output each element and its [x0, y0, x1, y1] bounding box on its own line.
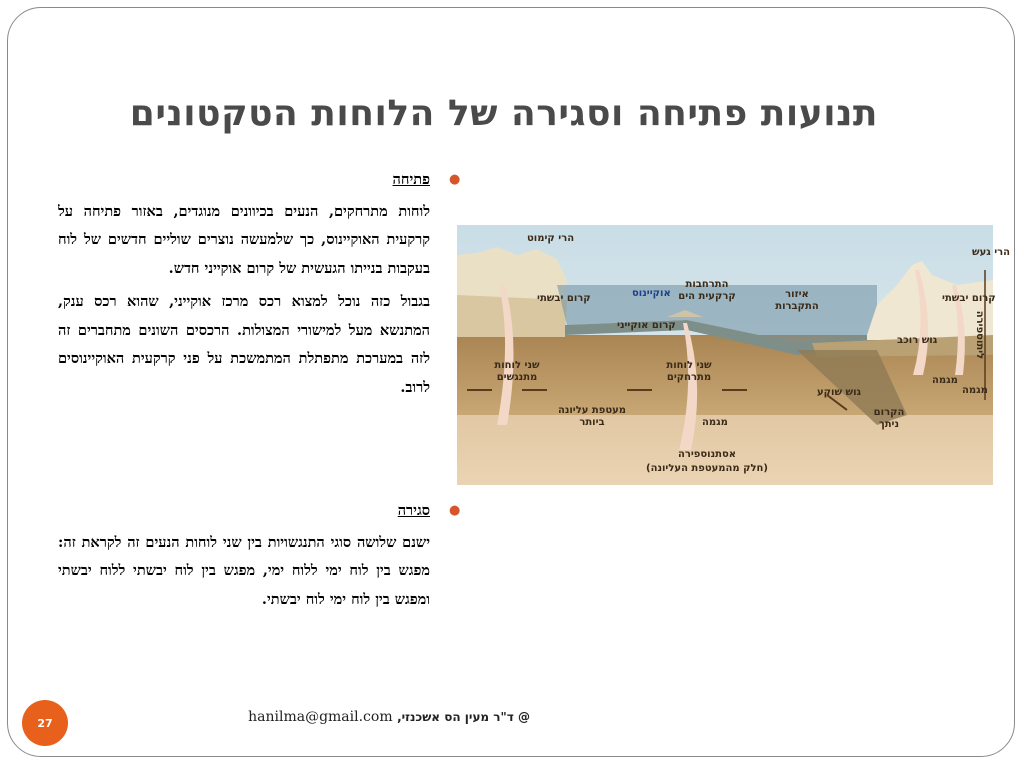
label-crust-melts-2: ניתך [878, 419, 900, 430]
slide-title: תנועות פתיחה וסגירה של הלוחות הטקטונים [129, 93, 878, 134]
footer-email[interactable]: hanilma@gmail.com [248, 709, 393, 725]
label-subduction-zone-2: התקברות [775, 301, 819, 312]
label-upper-mantle: מעטפת עליונה [557, 405, 627, 416]
footer-author: @ ד"ר מעין הס אשכנזי, [397, 710, 530, 724]
label-continental-crust-right: קרום יבשתי [942, 293, 996, 304]
label-diverging-plates: שני לוחות [666, 360, 712, 371]
plate-tectonics-diagram [457, 225, 1011, 485]
label-magma-3: מגמה [702, 417, 728, 428]
label-upper-mantle-2: ביותר [579, 417, 605, 428]
label-magma-2: מגמה [962, 385, 988, 396]
closing-heading: סגירה [397, 502, 430, 519]
label-volcanic-mountains: הרי געש [972, 247, 1011, 258]
label-soft-block: גוש רוכב [897, 335, 938, 346]
opening-paragraph-1: לוחות מתרחקים, הנעים בכיוונים מנוגדים, באזור פתיחה על קרקעית האוקיינוס, כך שלמעשה נוצרים שוליים חדשים של לוח בעקבות בנייתו הגעשית של קרום אוקייני חדש. [58, 202, 430, 277]
label-asthenosphere-note: (חלק מהמעטפת העליונה) [646, 463, 768, 474]
closing-paragraph-1: ישנם שלושה סוגי התנגשויות בין שני לוחות הנעים זה לקראת זה: מפגש בין לוח ימי ללוח ימי, מפגש בין לוח יבשתי ללוח יבשתי ומפגש בין לוח ימי לוח יבשתי. [58, 533, 430, 608]
label-magma-1: מגמה [932, 375, 958, 386]
footer [150, 709, 530, 725]
label-subduction-zone: איזור [785, 289, 809, 300]
label-asthenosphere: אסתנוספירה [677, 449, 737, 460]
label-spreading: התרחבות [685, 279, 729, 290]
page-number-badge: 27 [22, 700, 68, 746]
label-colliding-plates-2: מתנגשים [496, 372, 538, 383]
opening-section [58, 166, 430, 402]
bullet-opening: ● [449, 172, 461, 187]
opening-heading: פתיחה [392, 171, 430, 188]
label-spreading-2: קרקעית הים [678, 291, 736, 302]
bullet-closing: ● [449, 503, 461, 518]
label-colliding-plates: שני לוחות [494, 360, 540, 371]
label-crust-melts: הקרום [873, 407, 905, 418]
label-sinking-block: גוש שוקע [817, 387, 862, 398]
label-continental-crust-left: קרום יבשתי [537, 293, 591, 304]
opening-paragraph-2: בגבול כזה נוכל למצוא רכס מרכז אוקייני, שהוא רכס ענק, המתנשא מעל למישורי המצולות. הרכסים השונים מתחברים זה לזה במערכת מתפתלת המתמשכת על פני קרקעית האוקיינוסים לרוב. [58, 293, 430, 396]
label-lithosphere: ליתוספירה [974, 310, 985, 360]
closing-section [58, 497, 430, 614]
label-ocean: אוקיינוס [632, 288, 671, 299]
label-diverging-plates-2: מתרחקים [666, 372, 712, 383]
label-folded-mountains: הרי קימוט [527, 233, 575, 244]
label-oceanic-crust: קרום אוקייני [617, 320, 676, 331]
